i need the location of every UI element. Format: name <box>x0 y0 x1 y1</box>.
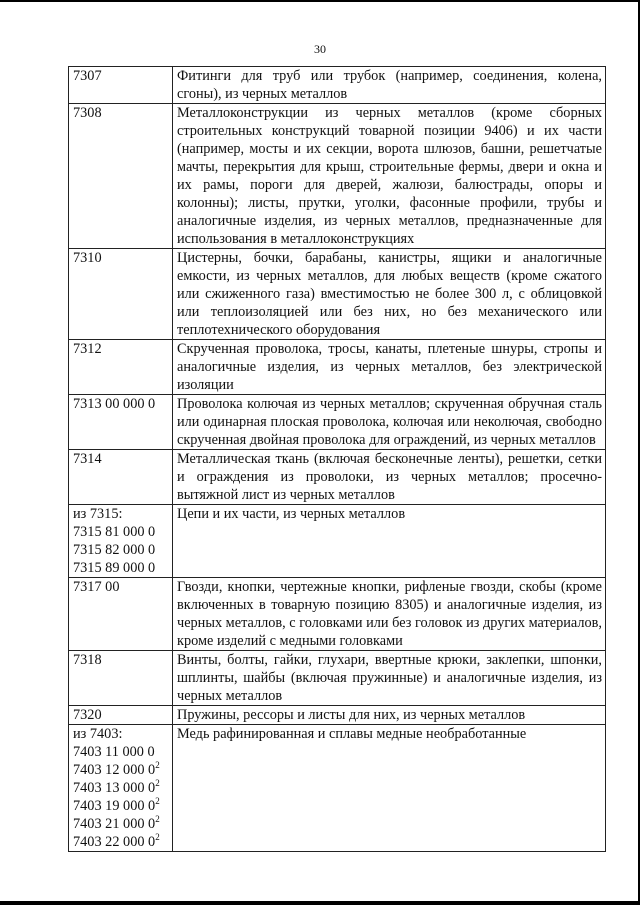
commodity-code <box>73 797 169 815</box>
description-cell: Цистерны, бочки, барабаны, канистры, ящики и аналогичные емкости, из черных металлов, для любых веществ (кроме сжатого или сжиженного газа) вместимостью не более 300 л, с облицовкой или теплоизоляцией или без них, но без механического или теплотехнического оборудования <box>173 249 606 340</box>
code-text: 7403 11 000 0 <box>73 744 155 760</box>
table-row <box>69 395 606 450</box>
code-text: 7310 <box>73 250 102 266</box>
code-text: 7315 81 000 0 <box>73 524 156 540</box>
scan-border-top <box>0 0 640 2</box>
commodity-code <box>73 505 169 523</box>
commodity-code <box>73 815 169 833</box>
table-row <box>69 651 606 706</box>
code-text: 7308 <box>73 105 102 121</box>
code-cell <box>69 706 173 725</box>
scan-border-bottom <box>0 901 640 905</box>
commodity-code-table <box>68 66 606 852</box>
code-text: 7318 <box>73 652 102 668</box>
description-cell: Металлическая ткань (включая бесконечные ленты), решетки, сетки и ограждения из проволоки, из черных металлов; просечно-вытяжной лист из черных металлов <box>173 450 606 505</box>
code-cell <box>69 395 173 450</box>
description-cell: Скрученная проволока, тросы, канаты, плетеные шнуры, стропы и аналогичные изделия, из черных металлов, без электрической изоляции <box>173 340 606 395</box>
table-row <box>69 725 606 852</box>
commodity-code <box>73 541 169 559</box>
footnote-mark: 2 <box>155 814 160 825</box>
commodity-code <box>73 833 169 851</box>
code-text: 7403 12 000 0 <box>73 762 156 778</box>
table-row <box>69 249 606 340</box>
code-cell <box>69 67 173 104</box>
description-cell: Фитинги для труб или трубок (например, соединения, колена, сгоны), из черных металлов <box>173 67 606 104</box>
description-cell: Цепи и их части, из черных металлов <box>173 505 606 578</box>
commodity-code <box>73 523 169 541</box>
description-cell: Винты, болты, гайки, глухари, ввертные крюки, заклепки, шпонки, шплинты, шайбы (включая пружинные) и аналогичные изделия, из черных металлов <box>173 651 606 706</box>
code-text: 7314 <box>73 451 102 467</box>
code-text: 7403 21 000 0 <box>73 816 156 832</box>
description-cell: Медь рафинированная и сплавы медные необработанные <box>173 725 606 852</box>
table-row <box>69 340 606 395</box>
commodity-code <box>73 761 169 779</box>
table-row <box>69 578 606 651</box>
code-cell <box>69 651 173 706</box>
commodity-code <box>73 651 169 669</box>
code-text: 7307 <box>73 68 102 84</box>
commodity-code <box>73 779 169 797</box>
code-cell <box>69 249 173 340</box>
code-text: из 7403: <box>73 726 123 742</box>
code-cell <box>69 505 173 578</box>
code-text: 7403 13 000 0 <box>73 780 156 796</box>
footnote-mark: 2 <box>155 832 160 843</box>
description-cell: Проволока колючая из черных металлов; скрученная обручная сталь или одинарная плоская проволока, колючая или неколючая, свободно скрученная двойная проволока для ограждений, из черных металлов <box>173 395 606 450</box>
code-cell <box>69 450 173 505</box>
code-text: 7313 00 000 0 <box>73 396 156 412</box>
commodity-code <box>73 725 169 743</box>
footnote-mark: 2 <box>155 796 160 807</box>
commodity-code <box>73 559 169 577</box>
commodity-code <box>73 743 169 761</box>
code-text: 7312 <box>73 341 102 357</box>
code-text: 7403 22 000 0 <box>73 834 156 850</box>
commodity-code <box>73 578 169 596</box>
commodity-code <box>73 706 169 724</box>
commodity-code <box>73 104 169 122</box>
code-text: 7315 82 000 0 <box>73 542 156 558</box>
table-row <box>69 104 606 249</box>
commodity-code <box>73 67 169 85</box>
commodity-code <box>73 249 169 267</box>
code-cell <box>69 725 173 852</box>
page-number: 30 <box>314 42 326 56</box>
table-row <box>69 505 606 578</box>
code-cell <box>69 340 173 395</box>
table-row <box>69 67 606 104</box>
code-text: из 7315: <box>73 506 123 522</box>
commodity-code <box>73 395 169 413</box>
description-cell: Гвозди, кнопки, чертежные кнопки, рифленые гвозди, скобы (кроме включенных в товарную позицию 8305) и аналогичные изделия, из черных металлов, с головками или без головок из других материалов, кроме изделий с медными головками <box>173 578 606 651</box>
code-text: 7320 <box>73 707 102 723</box>
code-cell <box>69 104 173 249</box>
code-cell <box>69 578 173 651</box>
table-body <box>69 67 606 852</box>
commodity-code <box>73 340 169 358</box>
description-cell: Пружины, рессоры и листы для них, из черных металлов <box>173 706 606 725</box>
commodity-code <box>73 450 169 468</box>
footnote-mark: 2 <box>155 760 160 771</box>
code-text: 7317 00 <box>73 579 120 595</box>
table-row <box>69 450 606 505</box>
table-row <box>69 706 606 725</box>
description-cell: Металлоконструкции из черных металлов (кроме сборных строительных конструкций товарной позиции 9406) и их части (например, мосты и их секции, ворота шлюзов, башни, решетчатые мачты, перекрытия для крыш, строительные фермы, двери и окна и их рамы, пороги для дверей, жалюзи, балюстрады, опоры и колонны); листы, прутки, уголки, фасонные профили, трубы и аналогичные изделия, из черных металлов, предназначенные для использования в металлоконструкциях <box>173 104 606 249</box>
code-text: 7315 89 000 0 <box>73 560 156 576</box>
code-text: 7403 19 000 0 <box>73 798 156 814</box>
footnote-mark: 2 <box>155 778 160 789</box>
